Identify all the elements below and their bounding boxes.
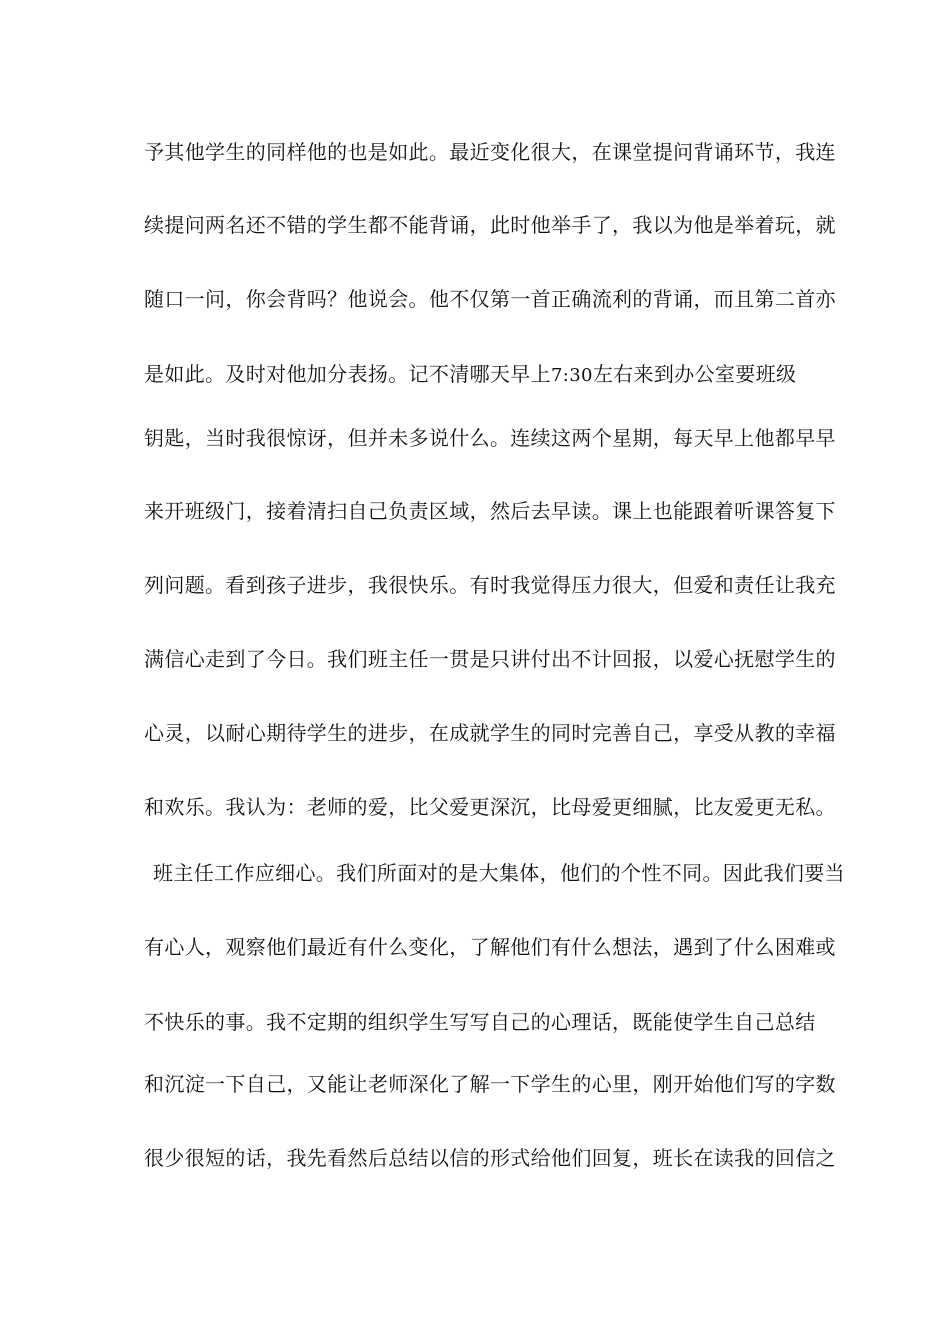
text-line-5: 钥匙，当时我很惊讶，但并未多说什么。连续这两个星期，每天早上他都早早 <box>144 426 836 450</box>
text-line-15: 很少很短的话，我先看然后总结以信的形式给他们回复，班长在读我的回信之 <box>144 1146 836 1170</box>
text-line-6: 来开班级门，接着清扫自己负责区域，然后去早读。课上也能跟着听课答复下 <box>144 499 836 523</box>
text-line-10: 和欢乐。我认为：老师的爱，比父爱更深沉，比母爱更细腻，比友爱更无私。 <box>144 795 836 819</box>
text-line-9: 心灵，以耐心期待学生的进步，在成就学生的同时完善自己，享受从教的幸福 <box>144 721 836 745</box>
text-line-13: 不快乐的事。我不定期的组织学生写写自己的心理话，既能使学生自己总结 <box>144 1010 816 1034</box>
text-line-3: 随口一问，你会背吗？他说会。他不仅第一首正确流利的背诵，而且第二首亦 <box>144 287 836 311</box>
text-line-1: 予其他学生的同样他的也是如此。最近变化很大，在课堂提问背诵环节，我连 <box>144 140 836 164</box>
text-line-4 <box>144 360 796 390</box>
text-line-7: 列问题。看到孩子进步，我很快乐。有时我觉得压力很大，但爱和责任让我充 <box>144 573 836 597</box>
text-line-14: 和沉淀一下自己，又能让老师深化了解一下学生的心里，刚开始他们写的字数 <box>144 1072 836 1096</box>
time-text: 7:30 <box>551 365 593 386</box>
text-line-8: 满信心走到了今日。我们班主任一贯是只讲付出不计回报，以爱心抚慰学生的 <box>144 647 836 671</box>
text-line-12: 有心人，观察他们最近有什么变化，了解他们有什么想法，遇到了什么困难或 <box>144 935 836 959</box>
text-line-2: 续提问两名还不错的学生都不能背诵，此时他举手了，我以为他是举着玩，就 <box>144 213 836 237</box>
text-line-4-end: 左右来到办公室要班级 <box>592 362 797 386</box>
text-line-4-start: 是如此。及时对他加分表扬。记不清哪天早上 <box>144 362 551 386</box>
text-line-11: 班主任工作应细心。我们所面对的是大集体，他们的个性不同。因此我们要当 <box>153 861 845 885</box>
